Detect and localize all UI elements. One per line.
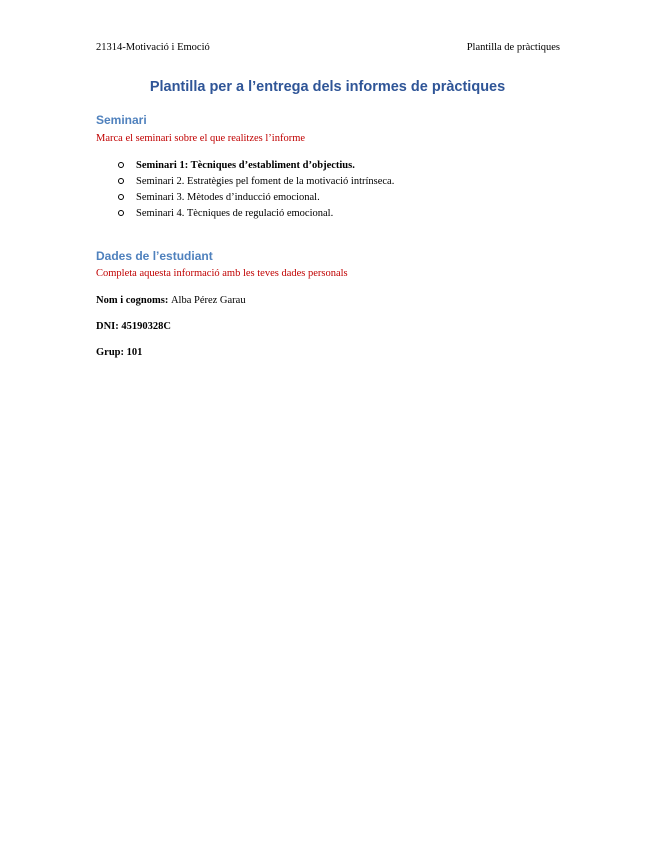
seminar-option-label: Seminari 1: Tècniques d’establiment d’objectius.: [136, 159, 355, 171]
student-group-value: 101: [126, 347, 143, 358]
circle-bullet-icon: [118, 162, 124, 168]
student-data-instruction: Completa aquesta informació amb les teves dades personals: [96, 268, 348, 279]
student-dni-label: DNI:: [96, 321, 119, 332]
seminar-option-label: Seminari 2. Estratègies pel foment de la motivació intrínseca.: [136, 175, 395, 187]
page-header: [96, 40, 560, 54]
student-dni-value: 45190328C: [121, 321, 171, 332]
student-group-label: Grup:: [96, 347, 125, 358]
seminar-option-3[interactable]: [118, 189, 394, 205]
circle-bullet-icon: [118, 210, 124, 216]
document-title: Plantilla per a l’entrega dels informes de pràctiques: [149, 79, 506, 95]
seminar-option-1[interactable]: [118, 157, 394, 173]
seminar-option-4[interactable]: [118, 205, 394, 221]
student-name-value: Alba Pérez Garau: [170, 295, 246, 306]
seminari-instruction: Marca el seminari sobre el que realitzes l’informe: [96, 133, 306, 144]
header-template-label: Plantilla de pràctiques: [466, 41, 560, 53]
seminari-heading: Seminari: [96, 113, 147, 127]
student-name-label: Nom i cognoms:: [96, 295, 169, 306]
seminar-option-label: Seminari 4. Tècniques de regulació emocional.: [136, 207, 334, 219]
seminar-option-2[interactable]: [118, 173, 394, 189]
student-name-field: [96, 295, 246, 306]
circle-bullet-icon: [118, 194, 124, 200]
student-data-heading: Dades de l’estudiant: [96, 249, 213, 263]
circle-bullet-icon: [118, 178, 124, 184]
student-dni-field: [96, 321, 171, 332]
header-course: 21314-Motivació i Emoció: [96, 41, 210, 53]
student-group-field: [96, 347, 142, 358]
seminar-options-list: [118, 157, 394, 221]
seminar-option-label: Seminari 3. Mètodes d’inducció emocional.: [136, 191, 320, 203]
